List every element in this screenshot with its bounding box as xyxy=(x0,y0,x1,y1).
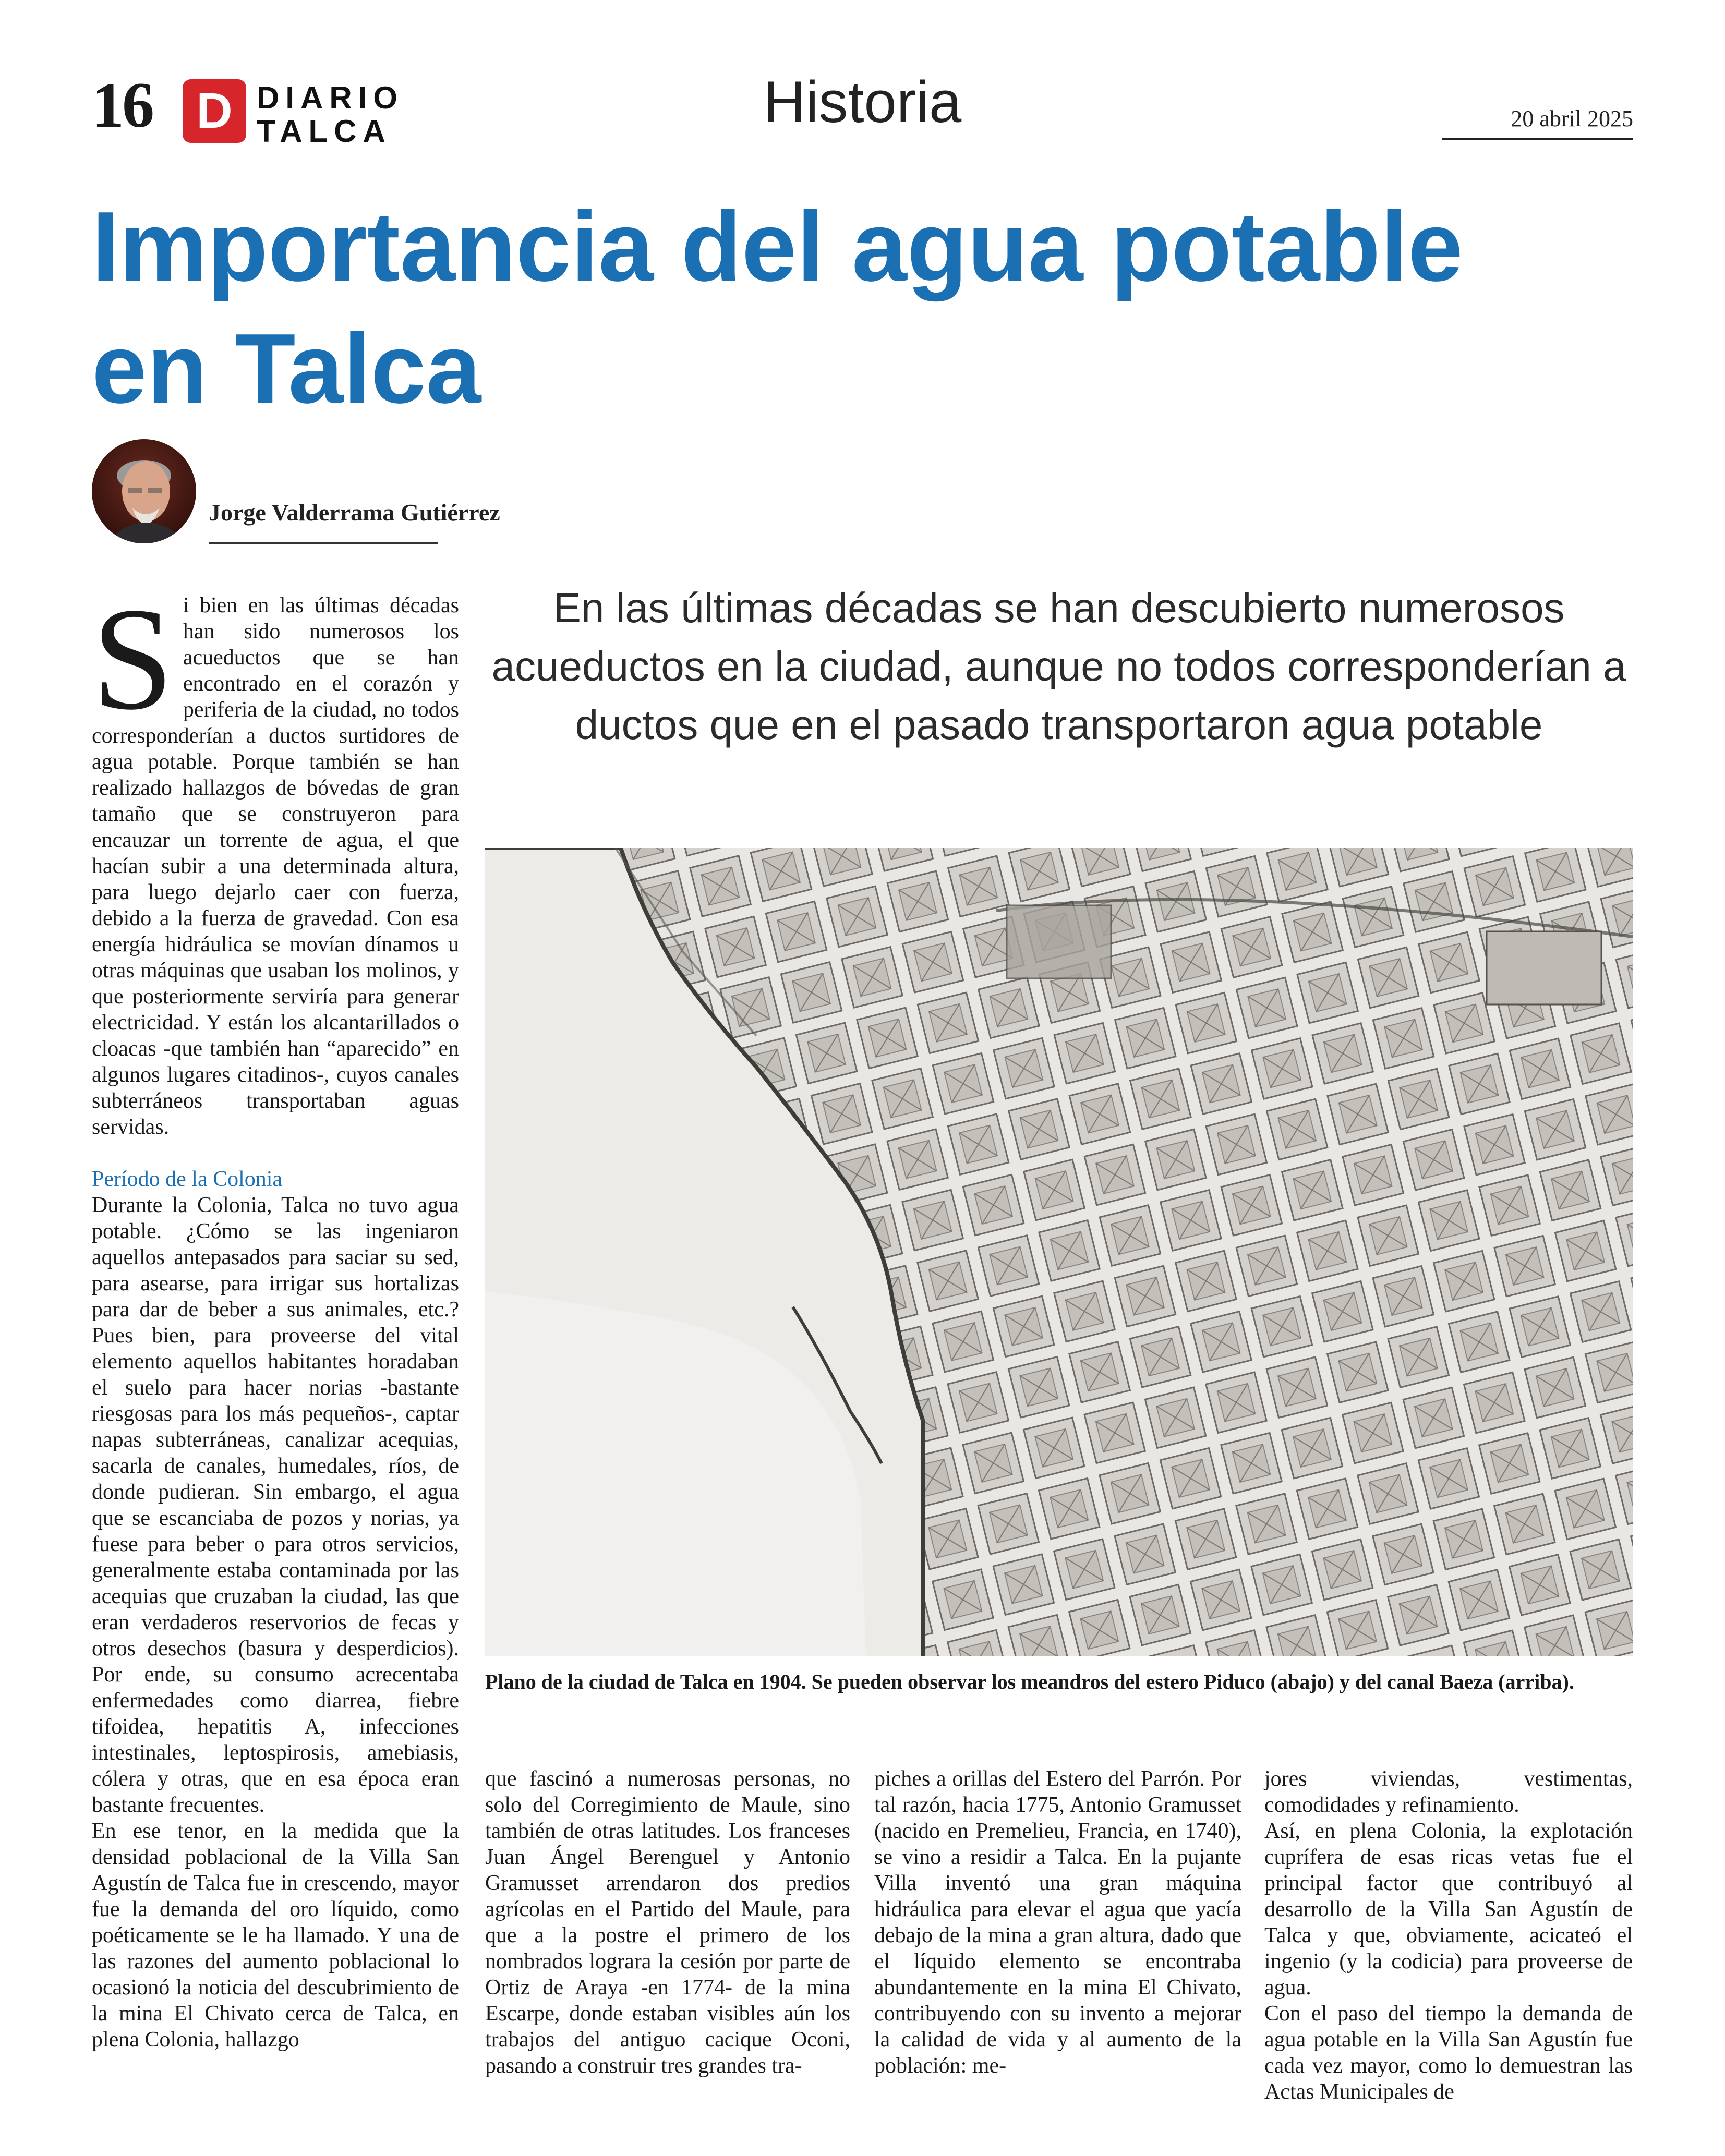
author-name: Jorge Valderrama Gutiérrez xyxy=(209,499,500,526)
body-column-3 xyxy=(874,1766,1241,2079)
paragraph: piches a orillas del Estero del Parrón. Por tal razón, hacia 1775, Antonio Gramusset (nacido en Premelieu, Francia, en 1740), se vino a residir a Talca. En la pujante Villa inventó una gran máquina hidráulica para elevar el agua que yacía debajo de la mina a gran altura, dado que el líquido elemento se encontraba abundantemente en la mina El Chivato, contribuyendo con su invento a mejorar la calidad de vida y al aumento de la población: me- xyxy=(874,1767,1241,2078)
issue-date: 20 abril 2025 xyxy=(1511,106,1633,131)
city-map-image[interactable] xyxy=(485,848,1633,1656)
body-column-1 xyxy=(92,577,459,2053)
author-rule xyxy=(209,542,438,544)
paragraph: Con el paso del tiempo la demanda de agua potable en la Villa San Agustín fue cada vez mayor, como lo demuestran las Actas Municipales de xyxy=(1264,2002,1633,2104)
article-title: Importancia del agua potable en Talca xyxy=(92,191,1463,424)
image-caption: Plano de la ciudad de Talca en 1904. Se pueden observar los meandros del estero Piduco (abajo) y del canal Baeza (arriba). xyxy=(485,1670,1574,1693)
author-photo xyxy=(92,439,196,543)
paragraph: Así, en plena Colonia, la explotación cuprífera de esas ricas vetas fue el principal factor que contribuyó al desarrollo de la Villa San Agustín de Talca y que, obviamente, acicateó el ingenio (y la codicia) para proveerse de agua. xyxy=(1264,1819,1633,2000)
section-title: Historia xyxy=(763,69,962,135)
drop-cap: S xyxy=(92,577,174,740)
logo-word-diario: DIARIO xyxy=(257,80,404,115)
logo-badge-icon: D xyxy=(183,79,246,143)
paragraph: Si bien en las últimas décadas han sido numerosos los acueductos que se han encontrado en el corazón y periferia de la ciudad, no todos corresponderían a ductos surtidores de agua potable. Porque también se han realizado hallazgos de bóvedas de gran tamaño que se construyeron para encauzar un torrente de agua, el que hacían subir a una determinada altura, para luego dejarlo caer con fuerza, debido a la fuerza de gravedad. Con esa energía hidráulica se movían dínamos u otras máquinas que usaban los molinos, y que posteriormente serviría para generar electricidad. Y están los alcantarillados o cloacas -que también han “aparecido” en algunos lugares citadinos-, cuyos canales subterráneos transportaban aguas servidas. xyxy=(92,577,459,1139)
paragraph: En ese tenor, en la medida que la densidad poblacional de la Villa San Agustín de Talca fue in crescendo, mayor fue la demanda del oro líquido, como poéticamente se le ha llamado. Y una de las razones del aumento poblacional lo ocasionó la noticia del descubrimiento de la mina El Chivato cerca de Talca, en plena Colonia, hallazgo xyxy=(92,1819,459,2052)
paragraph: que fascinó a numerosas personas, no solo del Corregimiento de Maule, sino también de otras latitudes. Los franceses Juan Ángel Berenguel y Antonio Gramusset arrendaron dos predios agrícolas en el Partido del Maule, para que a la postre el primero de los nombrados lograra la cesión por parte de Ortiz de Araya -en 1774- de la mina Escarpe, donde estaban visibles aún los trabajos del antiguo cacique Oconi, pasando a construir tres grandes tra- xyxy=(485,1767,850,2078)
date-rule xyxy=(1442,138,1633,140)
body-column-4 xyxy=(1264,1766,1633,2105)
page-number: 16 xyxy=(92,69,152,141)
pull-quote: En las últimas décadas se han descubierto numerosos acueductos en la ciudad, aunque no todos corresponderían a ductos que en el pasado transportaron agua potable xyxy=(491,585,1626,748)
logo-word-talca: TALCA xyxy=(257,114,392,149)
body-column-2 xyxy=(485,1766,850,2079)
paragraph: jores viviendas, vestimentas, comodidades y refinamiento. xyxy=(1264,1767,1633,1817)
subheading: Período de la Colonia xyxy=(92,1167,283,1191)
paragraph: Durante la Colonia, Talca no tuvo agua potable. ¿Cómo se las ingeniaron aquellos antepasados para saciar su sed, para asearse, para irrigar sus hortalizas para dar de beber a sus animales, etc.? Pues bien, para proveerse del vital elemento aquellos habitantes horadaban el suelo para hacer norias -bastante riesgosas para los más pequeños-, captar napas subterráneas, canalizar acequias, sacarla de canales, humedales, ríos, de donde pudieran. Sin embargo, el agua que se escanciaba de pozos y norias, ya fuese para beber o para otros servicios, generalmente estaba contaminada por las acequias que cruzaban la ciudad, las que eran verdaderos reservorios de fecas y otros desechos (basura y desperdicios). Por ende, su consumo acrecentaba enfermedades como diarrea, fiebre tifoidea, hepatitis A, infecciones intestinales, leptospirosis, amebiasis, cólera y otras, que en esa época eran bastante frecuentes. xyxy=(92,1193,459,1817)
